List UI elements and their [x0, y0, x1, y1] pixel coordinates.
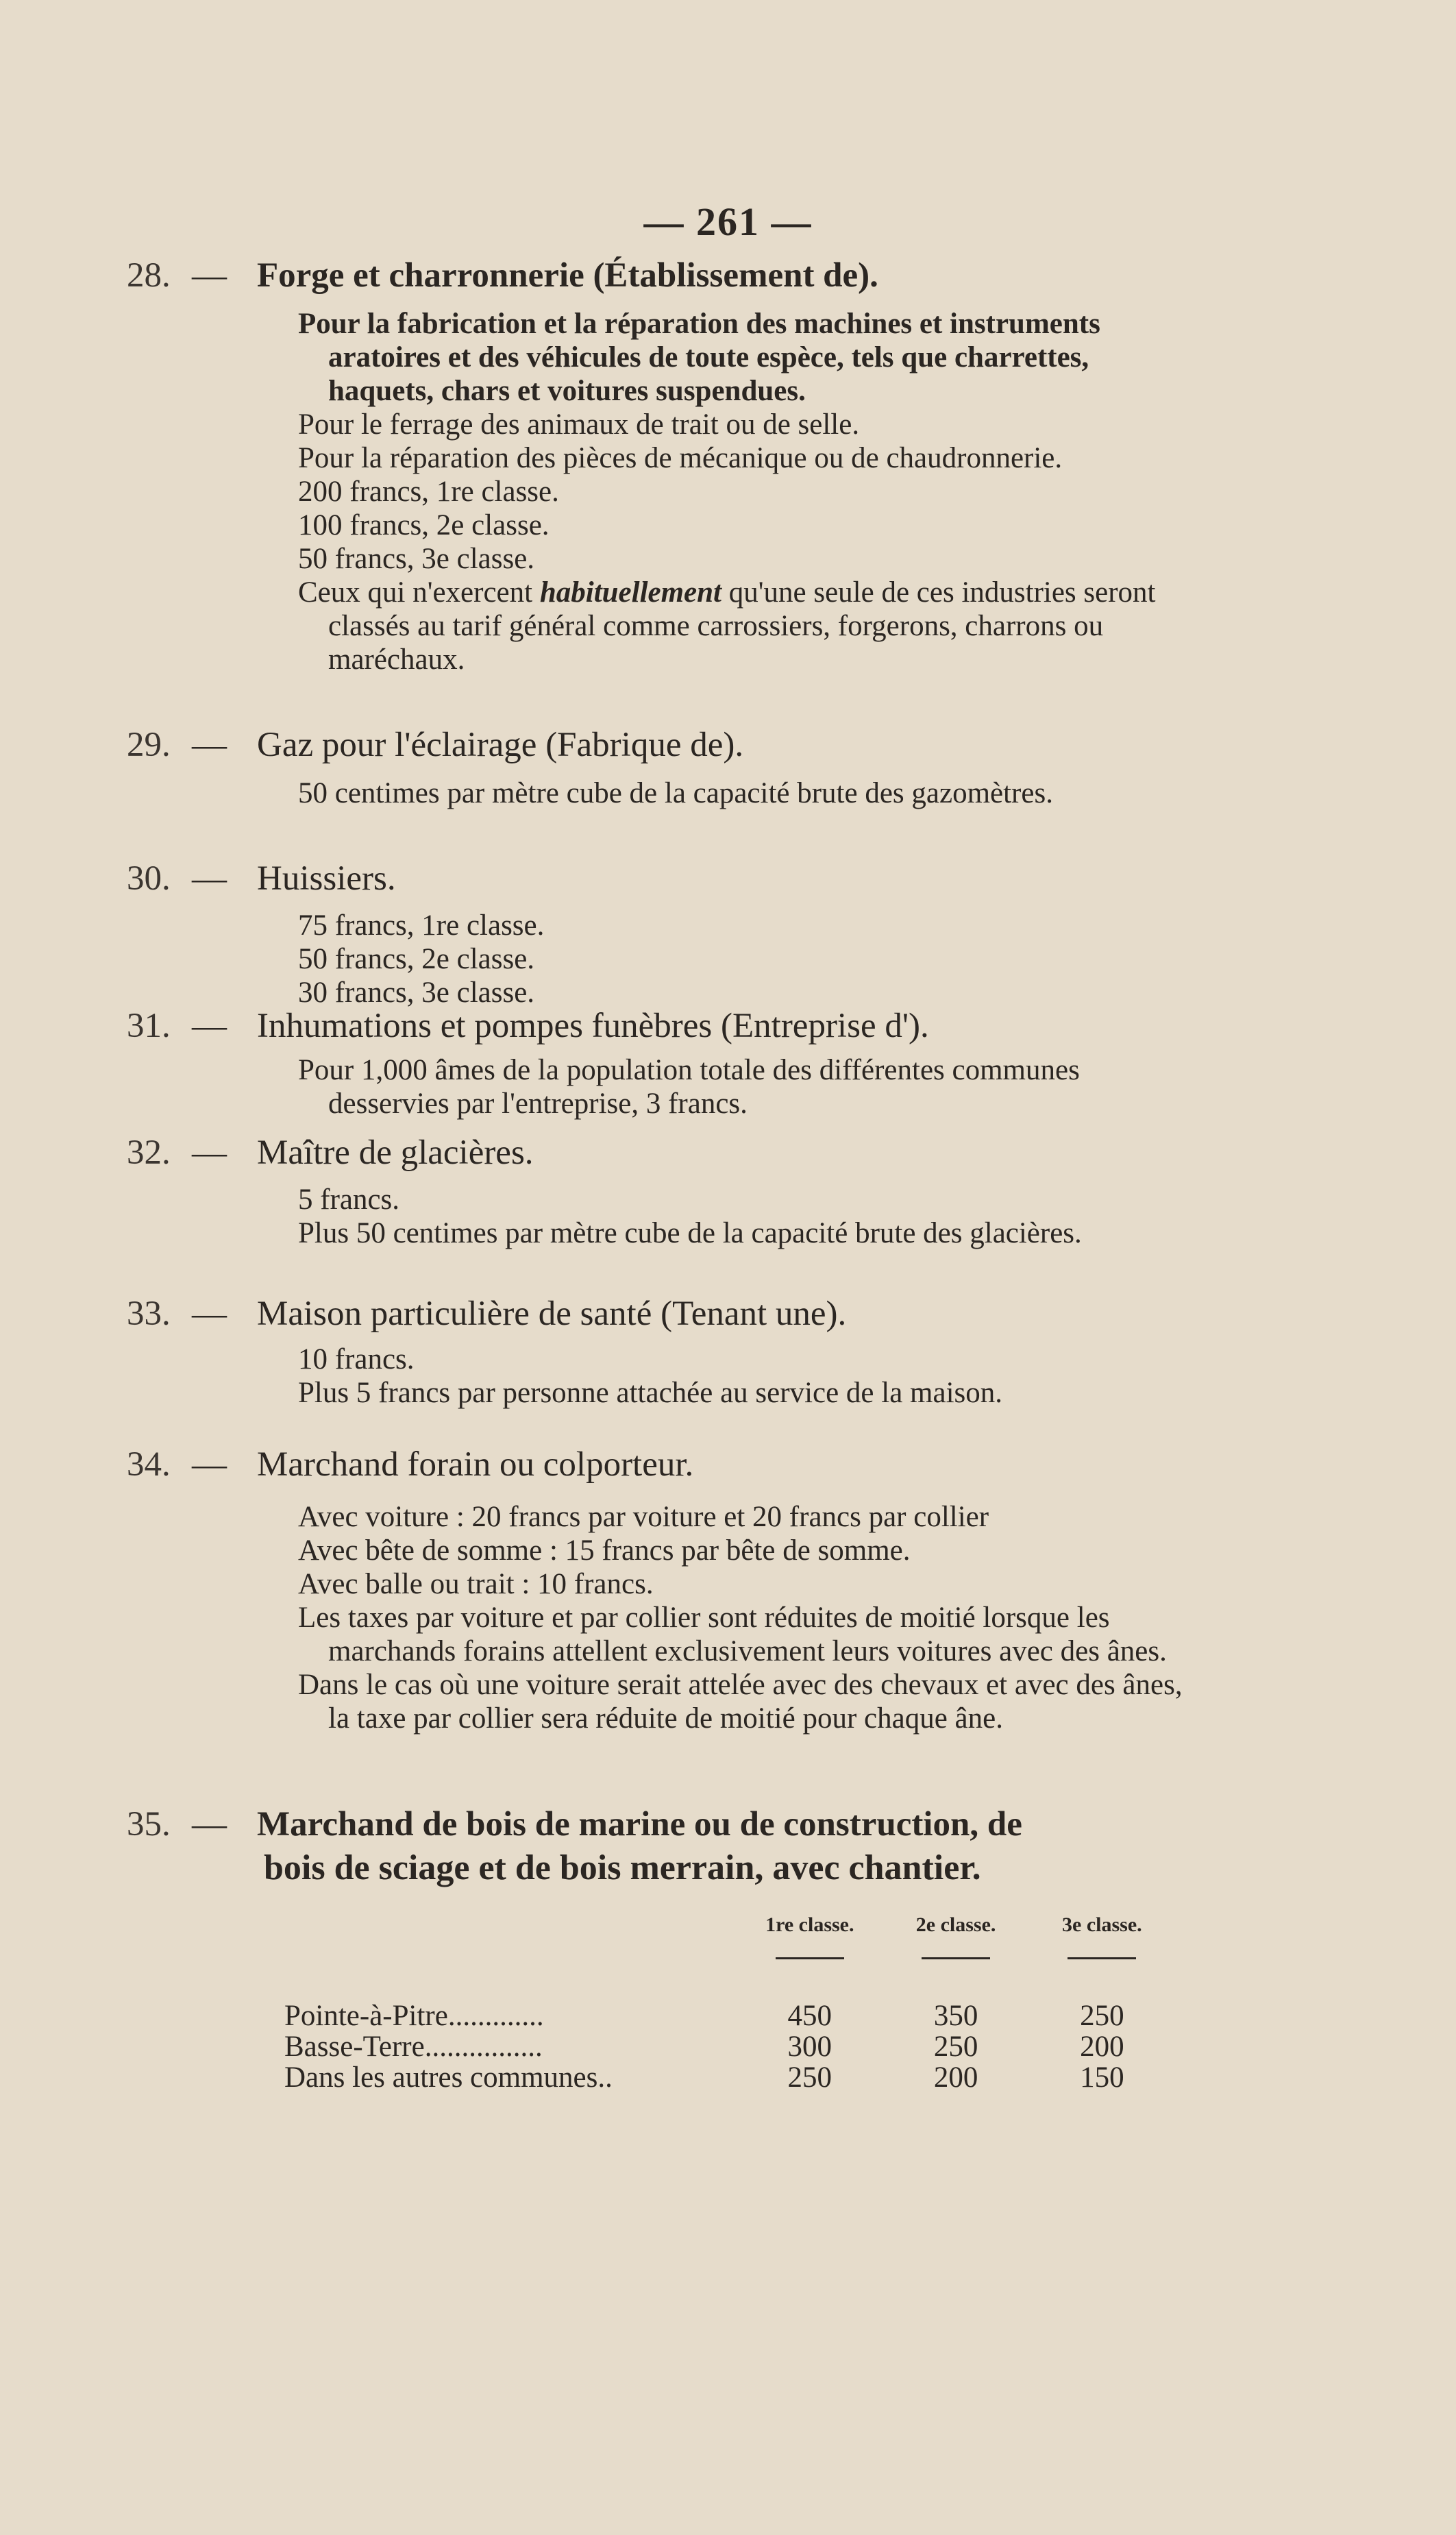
entry-number: 28. [127, 256, 171, 295]
entry-heading [127, 1443, 1196, 1486]
entry-heading [127, 1004, 1196, 1048]
column-rule [922, 1957, 990, 1959]
entry-line: Avec bête de somme : 15 francs par bête de somme. [298, 1534, 911, 1567]
entry-number: 29. [127, 726, 171, 764]
entry-number: 34. [127, 1445, 171, 1484]
column-rule [1068, 1957, 1136, 1959]
table-row [284, 2062, 1175, 2093]
table-header-place [284, 1913, 737, 1963]
table-spacer [284, 1963, 1175, 2000]
rate-table [284, 1913, 1175, 2093]
page-number: — 261 — [643, 199, 813, 244]
entry-line: 100 francs, 2e classe. [298, 509, 550, 541]
column-label: 2e classe. [915, 1913, 996, 1936]
row-value: 450 [787, 2000, 832, 2032]
entry-34 [127, 1443, 1196, 1735]
entry-title: Inhumations et pompes funèbres (Entreprise d'). [257, 1007, 929, 1045]
entry-number: 31. [127, 1007, 171, 1045]
row-value: 350 [933, 2000, 978, 2032]
entry-number: 30. [127, 859, 171, 898]
entry-line-emphasis: habituellement [539, 576, 722, 609]
entry-line: 200 francs, 1re classe. [298, 476, 559, 508]
entry-dash: — [192, 1007, 227, 1045]
entry-line: Avec balle ou trait : 10 francs. [298, 1568, 654, 1600]
entry-line: Pour la fabrication et la réparation des machines et instruments aratoires et des véhicules de toute espèce, tels que charrettes, haquets, chars et voitures suspendues. [298, 308, 1100, 407]
entry-line: 50 francs, 2e classe. [298, 943, 535, 975]
entry-line: 50 francs, 3e classe. [298, 543, 535, 575]
entry-title: Maison particulière de santé (Tenant une). [257, 1295, 847, 1333]
entry-line: Avec voiture : 20 francs par voiture et 20 francs par collier [298, 1501, 989, 1533]
table-header-class-3 [1029, 1913, 1175, 1963]
row-value: 150 [1080, 2061, 1124, 2094]
entry-title: Marchand forain ou colporteur. [257, 1445, 694, 1484]
entry-heading [127, 254, 1196, 297]
entry-line: Pour la réparation des pièces de mécanique ou de chaudronnerie. [298, 442, 1063, 474]
entry-subtitle: bois de sciage et de bois merrain, avec chantier. [264, 1848, 981, 1887]
entry-dash: — [192, 859, 227, 898]
entry-line: Plus 5 francs par personne attachée au service de la maison. [298, 1377, 1003, 1409]
entry-28 [127, 254, 1196, 676]
row-place: Basse-Terre................ [284, 2031, 543, 2063]
entry-32 [127, 1131, 1196, 1250]
entry-line-text: Ceux qui n'exercent [298, 576, 540, 609]
column-label: 1re classe. [765, 1913, 854, 1936]
entry-dash: — [192, 1445, 227, 1484]
table-row [284, 2000, 1175, 2031]
entry-line: Plus 50 centimes par mètre cube de la capacité brute des glacières. [298, 1217, 1082, 1249]
row-place: Pointe-à-Pitre............. [284, 2000, 544, 2032]
table-row [284, 2031, 1175, 2062]
entry-heading [127, 723, 1196, 767]
entry-title: Huissiers. [257, 859, 396, 898]
entry-dash: — [192, 1134, 227, 1172]
row-value: 200 [933, 2061, 978, 2094]
entry-line: Pour 1,000 âmes de la population totale des différentes communes desservies par l'entreprise, 3 francs. [298, 1054, 1080, 1120]
entry-line: 30 francs, 3e classe. [298, 977, 535, 1009]
table-header-row [284, 1913, 1175, 1963]
entry-line: 5 francs. [298, 1184, 400, 1216]
entry-line: Pour le ferrage des animaux de trait ou de selle. [298, 408, 860, 441]
entry-30 [127, 857, 1196, 1009]
entry-31 [127, 1004, 1196, 1120]
entry-line: 50 centimes par mètre cube de la capacité brute des gazomètres. [298, 777, 1053, 809]
entry-29 [127, 723, 1196, 810]
entry-heading [127, 1131, 1196, 1175]
entry-number: 33. [127, 1295, 171, 1333]
entry-35 [127, 1802, 1196, 1890]
entry-dash: — [192, 1295, 227, 1333]
entry-title: Forge et charronnerie (Établissement de). [257, 256, 878, 295]
row-place: Dans les autres communes.. [284, 2061, 613, 2094]
table-header-class-2 [883, 1913, 1028, 1963]
row-value: 250 [933, 2031, 978, 2063]
entry-title: Maître de glacières. [257, 1134, 534, 1172]
entry-heading [127, 857, 1196, 901]
row-value: 200 [1080, 2031, 1124, 2063]
entry-number: 32. [127, 1134, 171, 1172]
table-header-class-1 [737, 1913, 883, 1963]
entry-number: 35. [127, 1805, 171, 1844]
entry-heading [127, 1292, 1196, 1336]
entry-dash: — [192, 1805, 227, 1844]
entry-line: 10 francs. [298, 1343, 415, 1375]
entry-line-text: qu'une seule de ces industries seront classés au tarif général comme carrossiers, forgerons, charrons ou maréchaux. [328, 576, 1156, 676]
row-value: 300 [787, 2031, 832, 2063]
entry-title: Marchand de bois de marine ou de construction, de [257, 1805, 1022, 1844]
entry-line: Les taxes par voiture et par collier sont réduites de moitié lorsque les marchands forains attellent exclusivement leurs voitures avec des ânes. [298, 1602, 1167, 1667]
row-value: 250 [1080, 2000, 1124, 2032]
entry-line: Dans le cas où une voiture serait attelée avec des chevaux et avec des ânes, la taxe par collier sera réduite de moitié pour chaque âne. [298, 1669, 1183, 1735]
column-rule [776, 1957, 844, 1959]
entry-dash: — [192, 726, 227, 764]
entry-heading [127, 1802, 1196, 1846]
entry-line: 75 francs, 1re classe. [298, 909, 545, 942]
entry-title: Gaz pour l'éclairage (Fabrique de). [257, 726, 744, 764]
entry-line [298, 576, 1196, 676]
row-value: 250 [787, 2061, 832, 2094]
column-label: 3e classe. [1062, 1913, 1142, 1936]
entry-33 [127, 1292, 1196, 1410]
entry-dash: — [192, 256, 227, 295]
